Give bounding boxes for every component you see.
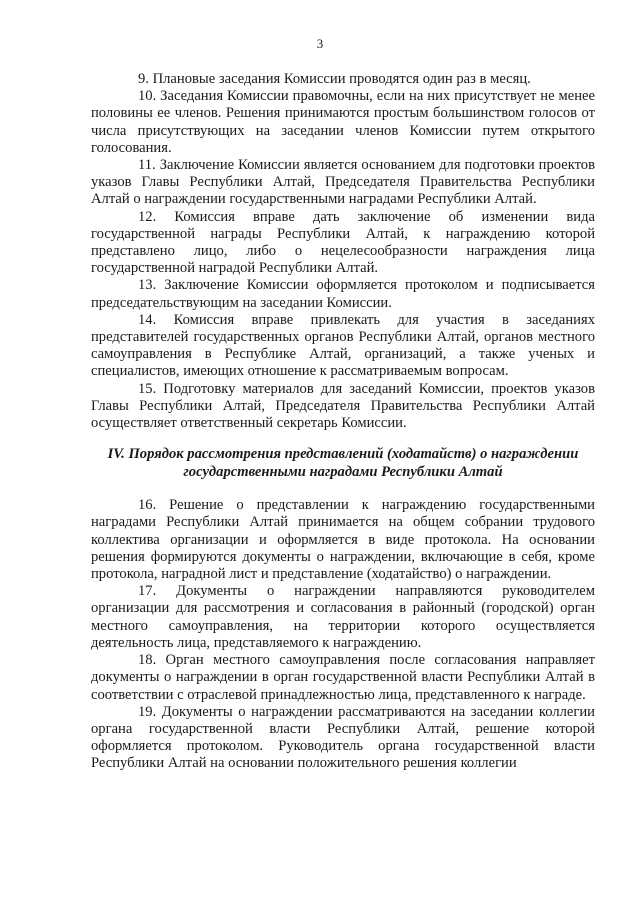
section-heading-line-1: IV. Порядок рассмотрения представлений (ходатайств) о награждении [107, 446, 579, 463]
paragraph-19: 19. Документы о награждении рассматриваются на заседании коллегии органа государственной власти Республики Алтай, решение которой оформляется протоколом. Руководитель органа государственной власти Республики Алтай на основании положительного решения коллегии [91, 703, 595, 772]
paragraph-17: 17. Документы о награждении направляются руководителем организации для рассмотрения и согласования в районный (городской) орган местного самоуправления, на территории которого осуществляется деятельность лица, представляемого к награждению. [91, 583, 595, 651]
paragraph-13: 13. Заключение Комиссии оформляется протоколом и подписывается председательствующим на заседании Комиссии. [91, 277, 595, 311]
section-heading [91, 446, 595, 481]
paragraph-16: 16. Решение о представлении к награждению государственными наградами Республики Алтай принимается на общем собрании трудового коллектива организации и оформляется в виде протокола. На основании решения формируются документы о награждении, включающие в себя, кроме протокола, наградной лист и представление (ходатайство) о награждении. [91, 497, 595, 583]
paragraph-9: 9. Плановые заседания Комиссии проводятся один раз в месяц. [138, 71, 531, 87]
section-heading-line-2: государственными наградами Республики Алтай [183, 463, 503, 480]
document-body [91, 71, 595, 773]
paragraph-12: 12. Комиссия вправе дать заключение об изменении вида государственной награды Республики Алтай, к награждению которой представлено лицо, либо о нецелесообразности награждения лица государственной наградой Республики Алтай. [91, 208, 595, 277]
paragraph-15: 15. Подготовку материалов для заседаний Комиссии, проектов указов Главы Республики Алтай, Председателя Правительства Республики Алтай осуществляет ответственный секретарь Комиссии. [91, 380, 595, 432]
paragraph-10: 10. Заседания Комиссии правомочны, если на них присутствует не менее половины ее членов. Решения принимаются простым большинством голосов от числа присутствующих на заседании членов Комиссии путем открытого голосования. [91, 88, 595, 156]
paragraph-11: 11. Заключение Комиссии является основанием для подготовки проектов указов Главы Республики Алтай, Председателя Правительства Республики Алтай о награждении государственными наградами Республики Алтай. [91, 157, 595, 208]
paragraph-14: 14. Комиссия вправе привлекать для участия в заседаниях представителей государственных органов Республики Алтай, органов местного самоуправления в Республике Алтай, организаций, а также ученых и специалистов, имеющих отношение к рассматриваемым вопросам. [91, 311, 595, 380]
paragraph-18: 18. Орган местного самоуправления после согласования направляет документы о награждении в орган государственной власти Республики Алтай в соответствии с отраслевой принадлежностью лица, представленного к награде. [91, 652, 595, 703]
page-number: 3 [316, 36, 324, 51]
